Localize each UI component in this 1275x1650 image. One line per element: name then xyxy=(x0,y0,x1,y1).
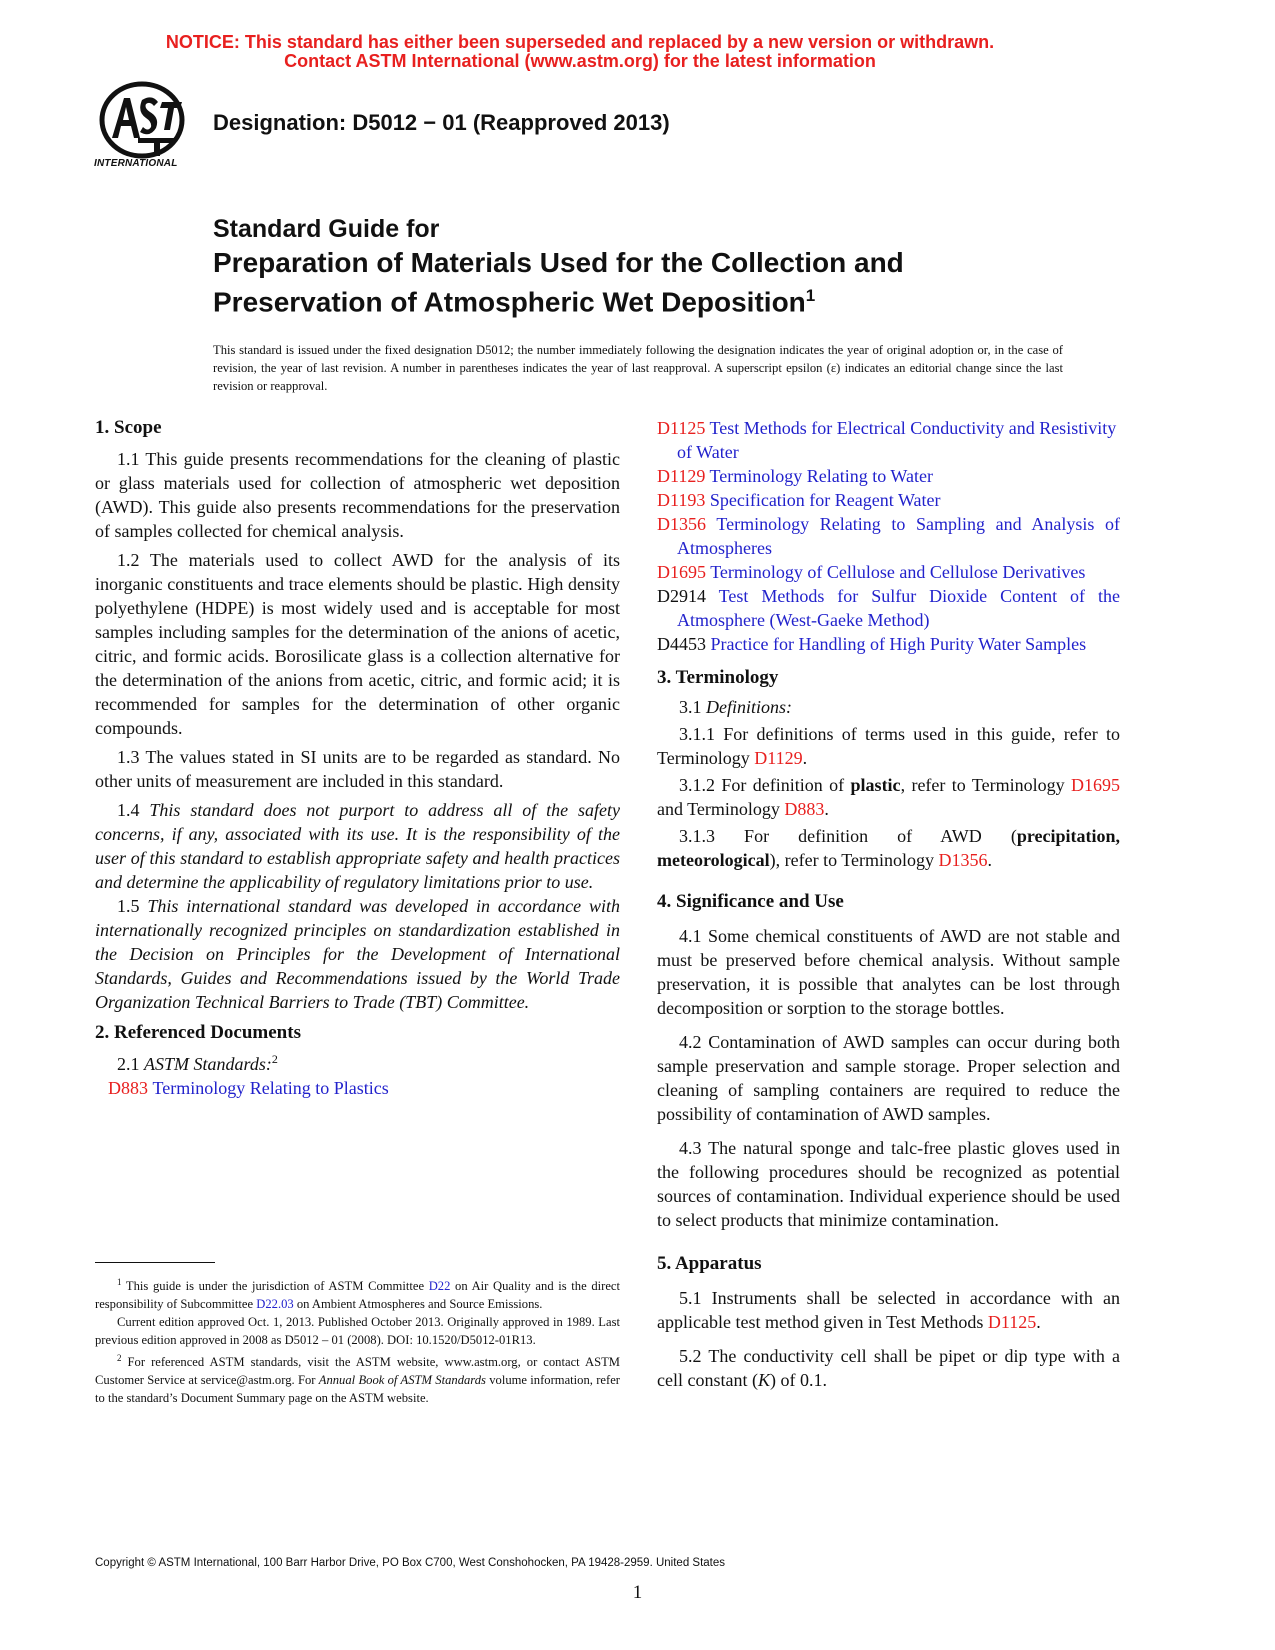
ref-title[interactable]: Test Methods for Electrical Conductivity and Resistivity of Water xyxy=(677,418,1117,462)
ref-designation[interactable]: D4453 xyxy=(657,634,706,654)
ref-title[interactable]: Terminology Relating to Water xyxy=(709,466,933,486)
right-column xyxy=(657,416,1120,1392)
ref-title[interactable]: Terminology of Cellulose and Cellulose Derivatives xyxy=(710,562,1086,582)
para-1-5 xyxy=(95,894,620,1014)
footnote-1-edition: Current edition approved Oct. 1, 2013. Published October 2013. Originally approved in 1989. Last previous edition approved in 2008 as D5012 – 01 (2008). DOI: 10.1520/D5012-01R13. xyxy=(95,1315,620,1348)
logo-wordmark: INTERNATIONAL xyxy=(94,158,178,169)
term-precipitation: precipitation, meteorological xyxy=(657,826,1120,870)
footnote-1-link-d22[interactable]: D22 xyxy=(428,1279,451,1294)
footnote-2 xyxy=(95,1349,620,1407)
footnote-1-text-b: on Air Quality and is the direct responsibility of Subcommittee xyxy=(95,1279,621,1312)
link-d1129[interactable]: D1129 xyxy=(754,748,803,768)
ref-designation[interactable]: D1125 xyxy=(657,418,706,438)
title-line-1: Standard Guide for xyxy=(213,215,440,243)
para-2-1-footnote-mark: 2 xyxy=(271,1052,278,1066)
section-1-heading: 1. Scope xyxy=(95,417,162,438)
para-3-1-2-end: . xyxy=(824,799,829,819)
section-4-heading: 4. Significance and Use xyxy=(657,891,844,912)
ref-list xyxy=(657,416,1120,656)
para-3-1 xyxy=(657,695,1120,719)
para-3-1-2 xyxy=(657,773,1120,821)
ref-designation[interactable]: D883 xyxy=(108,1078,148,1098)
para-1-5-number: 1.5 xyxy=(117,896,140,916)
title-line-2: Preparation of Materials Used for the Collection and xyxy=(213,247,904,278)
ref-designation[interactable]: D2914 xyxy=(657,586,706,606)
para-3-1-2-text-c: and Terminology xyxy=(657,799,785,819)
footnote-1-text-a: This guide is under the jurisdiction of ASTM Committee xyxy=(121,1279,429,1294)
link-d1125[interactable]: D1125 xyxy=(987,1312,1037,1332)
para-2-1-text: ASTM Standards: xyxy=(144,1054,272,1074)
para-3-1-1 xyxy=(657,722,1120,770)
title-line-3 xyxy=(213,279,1013,318)
para-3-1-3 xyxy=(657,824,1120,872)
para-5-2-text-b: ) of 0.1. xyxy=(769,1370,827,1390)
section-5-heading: 5. Apparatus xyxy=(657,1253,762,1274)
para-3-1-1-end: . xyxy=(802,748,808,768)
copyright-footer: Copyright © ASTM International, 100 Barr Harbor Drive, PO Box C700, West Conshohocken, PA 19428-2959. United States xyxy=(95,1557,726,1569)
ref-title[interactable]: Terminology Relating to Sampling and Analysis of Atmospheres xyxy=(677,514,1120,558)
link-d1695[interactable]: D1695 xyxy=(1070,775,1120,795)
ref-designation[interactable]: D1129 xyxy=(657,466,706,486)
ref-title[interactable]: Practice for Handling of High Purity Water Samples xyxy=(710,634,1087,654)
ref-designation[interactable]: D1695 xyxy=(657,562,706,582)
link-d883[interactable]: D883 xyxy=(784,799,825,819)
ref-item[interactable] xyxy=(657,488,1120,512)
term-plastic: plastic xyxy=(850,775,901,795)
ref-item[interactable] xyxy=(657,560,1120,584)
issue-note: This standard is issued under the fixed designation D5012; the number immediately following the designation indicates the year of original adoption or, in the case of revision, the year of last revision. A number in parentheses indicates the year of last reapproval. A superscript epsilon (ε) indicates an editorial change since the last revision or reapproval. xyxy=(213,343,1063,393)
footnote-2-text-a: For referenced ASTM standards, visit the ASTM website, www.astm.org, or contact ASTM Customer Service at service@astm.org. For xyxy=(95,1355,620,1388)
para-3-1-number: 3.1 xyxy=(679,697,702,717)
ref-title[interactable]: Terminology Relating to Plastics xyxy=(152,1078,389,1098)
para-5-2-text-a: 5.2 The conductivity cell shall be pipet or dip type with a cell constant ( xyxy=(657,1346,1120,1390)
footnote-1-mark: 1 xyxy=(117,1277,122,1287)
title-footnote-mark: 1 xyxy=(805,286,816,305)
para-4-1: 4.1 Some chemical constituents of AWD are not stable and must be preserved before chemical analysis. Without sample preservation, it is possible that analytes can be lost through decomposition or sorption to the storage bottles. xyxy=(657,926,1120,1018)
footnote-1 xyxy=(95,1273,620,1313)
para-1-4 xyxy=(95,798,620,894)
para-1-1: 1.1 This guide presents recommendations for the cleaning of plastic or glass materials used for collection of atmospheric wet deposition (AWD). This guide also presents recommendations for the preservation of samples collected for chemical analysis. xyxy=(95,449,620,541)
notice-line-1: NOTICE: This standard has either been superseded and replaced by a new version or withdrawn. xyxy=(165,32,995,52)
section-3-heading: 3. Terminology xyxy=(657,667,779,688)
footnote-rule xyxy=(95,1262,215,1263)
notice-line-2: Contact ASTM International (www.astm.org) for the latest information xyxy=(284,51,876,71)
ref-item[interactable] xyxy=(657,416,1120,464)
footnote-1-link-d22-03[interactable]: D22.03 xyxy=(256,1297,294,1312)
symbol-k: K xyxy=(757,1370,770,1390)
ref-item[interactable] xyxy=(95,1076,620,1100)
ref-title[interactable]: Specification for Reagent Water xyxy=(709,490,941,510)
para-3-1-3-text-b: ), refer to Terminology xyxy=(769,850,939,870)
ref-item[interactable] xyxy=(657,584,1120,632)
section-2-heading: 2. Referenced Documents xyxy=(95,1022,301,1043)
para-3-1-3-text-a: 3.1.3 For definition of AWD ( xyxy=(679,826,1017,846)
footnote-2-italic: Annual Book of ASTM Standards xyxy=(318,1373,486,1388)
footnotes xyxy=(95,1273,620,1407)
para-1-3: 1.3 The values stated in SI units are to be regarded as standard. No other units of measurement are included in this standard. xyxy=(95,747,620,791)
para-2-1-number: 2.1 xyxy=(117,1054,140,1074)
para-3-1-2-text-a: 3.1.2 For definition of xyxy=(679,775,851,795)
page-number: 1 xyxy=(632,1582,643,1603)
para-5-1-end: . xyxy=(1036,1312,1041,1332)
footnote-2-mark: 2 xyxy=(117,1353,122,1364)
footnote-2-text-b: volume information, refer to the standard’s Document Summary page on the ASTM website. xyxy=(95,1373,620,1406)
para-1-5-text: This international standard was developed in accordance with internationally recognized principles on standardization established in the Decision on Principles for the Development of International Standards, Guides and Recommendations issued by the World Trade Organization Technical Barriers to Trade (TBT) Committee. xyxy=(95,896,620,1012)
para-4-2: 4.2 Contamination of AWD samples can occur during both sample preservation and sample storage. Proper selection and cleaning of sampling containers are required to reduce the possibility of contamination of AWD samples. xyxy=(657,1032,1120,1124)
para-1-4-text: This standard does not purport to address all of the safety concerns, if any, associated with its use. It is the responsibility of the user of this standard to establish appropriate safety and health practices and determine the applicability of regulatory limitations prior to use. xyxy=(95,800,621,892)
ref-item[interactable] xyxy=(657,512,1120,560)
para-1-2: 1.2 The materials used to collect AWD for the analysis of its inorganic constituents and trace elements should be plastic. High density polyethylene (HDPE) is most widely used and is acceptable for most samples including samples for the determination of the anions of acetic, citric, and formic acids. Borosilicate glass is a collection alternative for the determination of the anions from acetic, citric, and formic acid; it is recommended for samples for the determination of other organic compounds. xyxy=(95,550,620,738)
left-column xyxy=(95,416,620,1100)
para-5-1-text: 5.1 Instruments shall be selected in accordance with an applicable test method given in Test Methods xyxy=(657,1288,1120,1332)
ref-designation[interactable]: D1193 xyxy=(657,490,706,510)
para-2-1 xyxy=(95,1047,620,1076)
ref-item[interactable] xyxy=(657,464,1120,488)
designation: Designation: D5012 − 01 (Reapproved 2013) xyxy=(213,110,670,135)
link-d1356[interactable]: D1356 xyxy=(938,850,988,870)
ref-designation[interactable]: D1356 xyxy=(657,514,706,534)
footnote-1-text-c: on Ambient Atmospheres and Source Emissions. xyxy=(293,1297,543,1312)
document-title xyxy=(213,213,1013,318)
para-5-2 xyxy=(657,1344,1120,1392)
withdrawal-notice xyxy=(0,33,1160,71)
ref-item[interactable] xyxy=(657,632,1120,656)
astm-logo xyxy=(90,80,195,175)
para-3-1-3-end: . xyxy=(987,850,992,870)
para-5-1 xyxy=(657,1286,1120,1334)
title-line-3-text: Preservation of Atmospheric Wet Deposition xyxy=(213,286,806,318)
para-3-1-text: Definitions: xyxy=(706,697,792,717)
para-4-3: 4.3 The natural sponge and talc-free plastic gloves used in the following procedures should be recognized as potential sources of contamination. Individual experience should be used to select products that minimize contamination. xyxy=(657,1138,1120,1230)
para-1-4-number: 1.4 xyxy=(117,800,140,820)
para-3-1-1-text: 3.1.1 For definitions of terms used in this guide, refer to Terminology xyxy=(657,724,1120,768)
ref-title[interactable]: Test Methods for Sulfur Dioxide Content of the Atmosphere (West-Gaeke Method) xyxy=(677,586,1120,630)
para-3-1-2-text-b: , refer to Terminology xyxy=(900,775,1071,795)
